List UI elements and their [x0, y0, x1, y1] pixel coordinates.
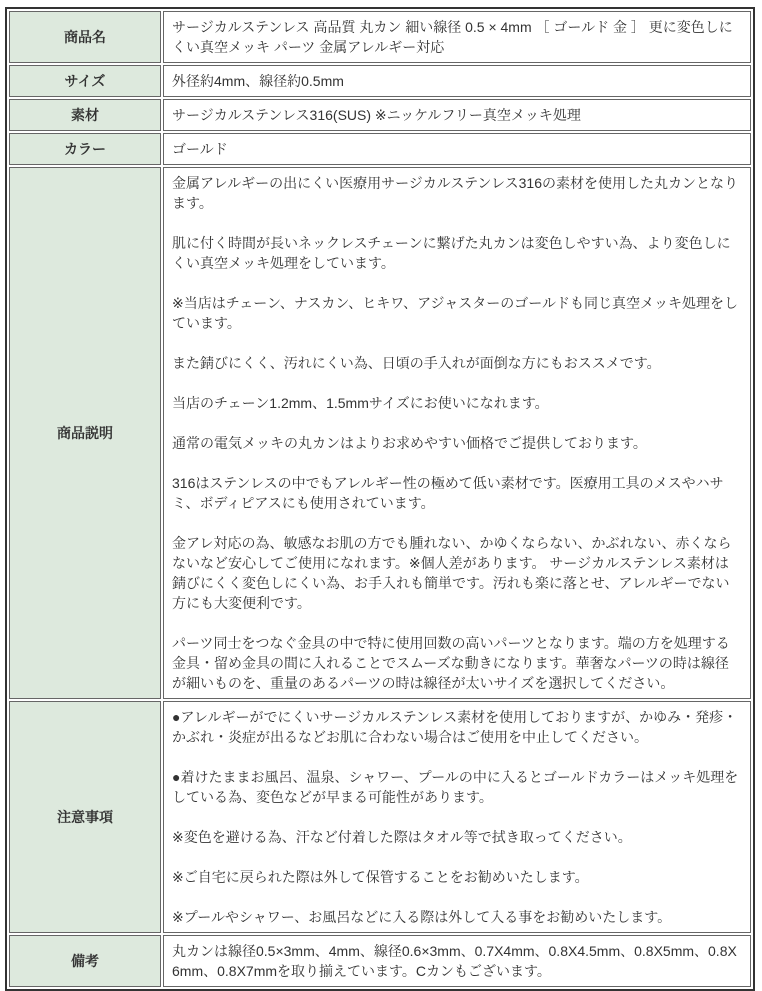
paragraph: ※変色を避ける為、汗など付着した際はタオル等で拭き取ってください。 — [172, 829, 632, 845]
paragraph: 316はステンレスの中でもアレルギー性の極めて低い素材です。医療用工具のメスやハサミ、ボディピアスにも使用されています。 — [172, 475, 724, 511]
row-content-material — [163, 99, 751, 131]
row-label-material: 素材 — [9, 99, 161, 131]
table-row-description — [9, 167, 751, 699]
paragraph: 当店のチェーン1.2mm、1.5mmサイズにお使いになれます。 — [172, 395, 549, 411]
paragraph: サージカルステンレス 高品質 丸カン 細い線径 0.5 × 4mm ［ ゴールド 金 ］ 更に変色しにくい真空メッキ パーツ 金属アレルギー対応 — [172, 19, 733, 55]
row-content-size — [163, 65, 751, 97]
row-content-product-name — [163, 11, 751, 63]
paragraph: ※ご自宅に戻られた際は外して保管することをお勧めいたします。 — [172, 869, 589, 885]
paragraph: ●アレルギーがでにくいサージカルステンレス素材を使用しておりますが、かゆみ・発疹・かぶれ・炎症が出るなどお肌に合わない場合はご使用を中止してください。 — [172, 709, 738, 745]
paragraph: パーツ同士をつなぐ金具の中で特に使用回数の高いパーツとなります。端の方を処理する金具・留め金具の間に入れることでスムーズな動きになります。華奢なパーツの時は線径が細いものを、重量のあるパーツの時は線径が太いサイズを選択してください。 — [172, 635, 730, 691]
row-label-description: 商品説明 — [9, 167, 161, 699]
row-label-size: サイズ — [9, 65, 161, 97]
paragraph: 金属アレルギーの出にくい医療用サージカルステンレス316の素材を使用した丸カンとなります。 — [172, 175, 738, 211]
paragraph: ●着けたままお風呂、温泉、シャワー、プールの中に入るとゴールドカラーはメッキ処理をしている為、変色などが早まる可能性があります。 — [172, 769, 739, 805]
table-row-remarks — [9, 935, 751, 987]
row-label-remarks: 備考 — [9, 935, 161, 987]
table-row-cautions — [9, 701, 751, 933]
paragraph: サージカルステンレス316(SUS) ※ニッケルフリー真空メッキ処理 — [172, 107, 581, 123]
table-row-material — [9, 99, 751, 131]
table-row-color — [9, 133, 751, 165]
paragraph: 丸カンは線径0.5×3mm、4mm、線径0.6×3mm、0.7X4mm、0.8X4.5mm、0.8X5mm、0.8X6mm、0.8X7mmを取り揃えています。Cカンもございます。 — [172, 943, 737, 979]
paragraph: また錆びにくく、汚れにくい為、日頃の手入れが面倒な方にもおススメです。 — [172, 355, 661, 371]
paragraph: ※当店はチェーン、ナスカン、ヒキワ、アジャスターのゴールドも同じ真空メッキ処理をしています。 — [172, 295, 738, 331]
row-content-description — [163, 167, 751, 699]
row-content-color — [163, 133, 751, 165]
product-spec-table — [5, 7, 755, 991]
table-row-size — [9, 65, 751, 97]
paragraph: ゴールド — [172, 141, 228, 157]
paragraph: 金アレ対応の為、敏感なお肌の方でも腫れない、かゆくならない、かぶれない、赤くならないなど安心してご使用になれます。※個人差があります。 サージカルステンレス素材は錆びにくく変色しにくい為、お手入れも簡単です。汚れも楽に落とせ、アレルギーでない方にも大変便利です。 — [172, 535, 732, 611]
row-content-remarks — [163, 935, 751, 987]
row-content-cautions — [163, 701, 751, 933]
paragraph: ※プールやシャワー、お風呂などに入る際は外して入る事をお勧めいたします。 — [172, 909, 672, 925]
row-label-color: カラー — [9, 133, 161, 165]
table-row-product-name — [9, 11, 751, 63]
paragraph: 外径約4mm、線径約0.5mm — [172, 73, 344, 89]
row-label-product-name: 商品名 — [9, 11, 161, 63]
row-label-cautions: 注意事項 — [9, 701, 161, 933]
paragraph: 肌に付く時間が長いネックレスチェーンに繋げた丸カンは変色しやすい為、より変色しにくい真空メッキ処理をしています。 — [172, 235, 731, 271]
paragraph: 通常の電気メッキの丸カンはよりお求めやすい価格でご提供しております。 — [172, 435, 647, 451]
